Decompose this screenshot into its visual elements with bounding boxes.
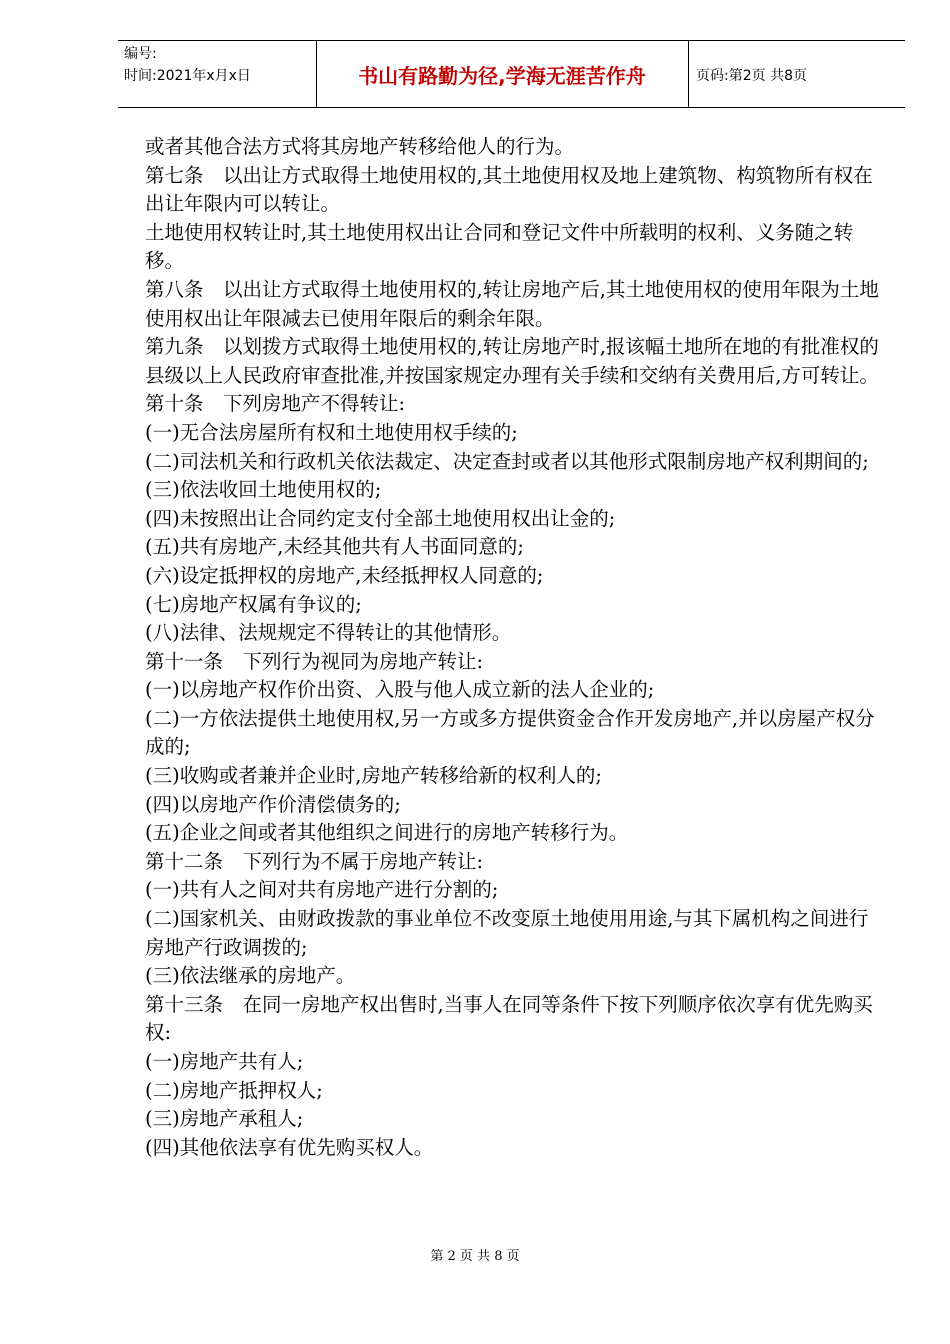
paragraph: (四)未按照出让合同约定支付全部土地使用权出让金的; [145, 506, 616, 530]
paragraph: (三)房地产承租人; [145, 1107, 304, 1131]
paragraph: (三)依法收回土地使用权的; [145, 478, 382, 502]
paragraph: 第八条 以出让方式取得土地使用权的,转让房地产后,其土地使用权的使用年限为土地使用权出让年限减去已使用年限后的剩余年限。 [145, 277, 879, 330]
paragraph: 第九条 以划拨方式取得土地使用权的,转让房地产时,报该幅土地所在地的有批准权的县级以上人民政府审查批准,并按国家规定办理有关手续和交纳有关费用后,方可转让。 [145, 335, 879, 387]
document-number-label: 编号: [124, 46, 157, 62]
paragraph: 第十条 下列房地产不得转让: [145, 392, 406, 416]
document-body [145, 133, 885, 1162]
page-footer: 第 2 页 共 8 页 [430, 1249, 520, 1264]
paragraph: 第十一条 下列行为视同为房地产转让: [145, 649, 484, 673]
paragraph: (一)以房地产权作价出资、入股与他人成立新的法人企业的; [145, 678, 655, 702]
paragraph: (一)共有人之间对共有房地产进行分割的; [145, 878, 499, 902]
paragraph: (一)无合法房屋所有权和土地使用权手续的; [145, 420, 518, 444]
paragraph: 或者其他合法方式将其房地产转移给他人的行为。 [145, 135, 575, 158]
paragraph: (七)房地产权属有争议的; [145, 592, 362, 616]
paragraph: (四)以房地产作价清偿债务的; [145, 792, 401, 816]
paragraph: 土地使用权转让时,其土地使用权出让合同和登记文件中所载明的权利、义务随之转移。 [145, 220, 854, 273]
paragraph: (一)房地产共有人; [145, 1050, 304, 1073]
header-divider-right [688, 41, 689, 107]
paragraph: 第七条 以出让方式取得土地使用权的,其土地使用权及地上建筑物、构筑物所有权在出让年限内可以转让。 [145, 163, 873, 216]
header-meta [124, 43, 251, 87]
paragraph: (六)设定抵押权的房地产,未经抵押权人同意的; [145, 563, 544, 587]
paragraph: (二)司法机关和行政机关依法裁定、决定查封或者以其他形式限制房地产权利期间的; [145, 449, 869, 473]
paragraph: (八)法律、法规规定不得转让的其他情形。 [145, 621, 512, 645]
paragraph: (三)收购或者兼并企业时,房地产转移给新的权利人的; [145, 764, 602, 788]
paragraph: (四)其他依法享有优先购买权人。 [145, 1135, 434, 1159]
document-header [118, 40, 905, 108]
paragraph: (二)房地产抵押权人; [145, 1078, 323, 1102]
header-page-label: 页码:第2页 共8页 [696, 68, 807, 84]
paragraph: 第十三条 在同一房地产权出售时,当事人在同等条件下按下列顺序依次享有优先购买权: [145, 992, 873, 1045]
paragraph: (二)国家机关、由财政拨款的事业单位不改变原土地使用用途,与其下属机构之间进行房地产行政调拨的; [145, 907, 869, 959]
paragraph: (三)依法继承的房地产。 [145, 964, 356, 988]
document-time-label: 时间:2021年x月x日 [124, 68, 251, 84]
paragraph: 第十二条 下列行为不属于房地产转让: [145, 849, 484, 873]
paragraph: (五)企业之间或者其他组织之间进行的房地产转移行为。 [145, 821, 629, 845]
paragraph: (二)一方依法提供土地使用权,另一方或多方提供资金合作开发房地产,并以房屋产权分成的; [145, 706, 875, 759]
paragraph: (五)共有房地产,未经其他共有人书面同意的; [145, 535, 524, 559]
header-motto: 书山有路勤为径,学海无涯苦作舟 [358, 63, 646, 88]
